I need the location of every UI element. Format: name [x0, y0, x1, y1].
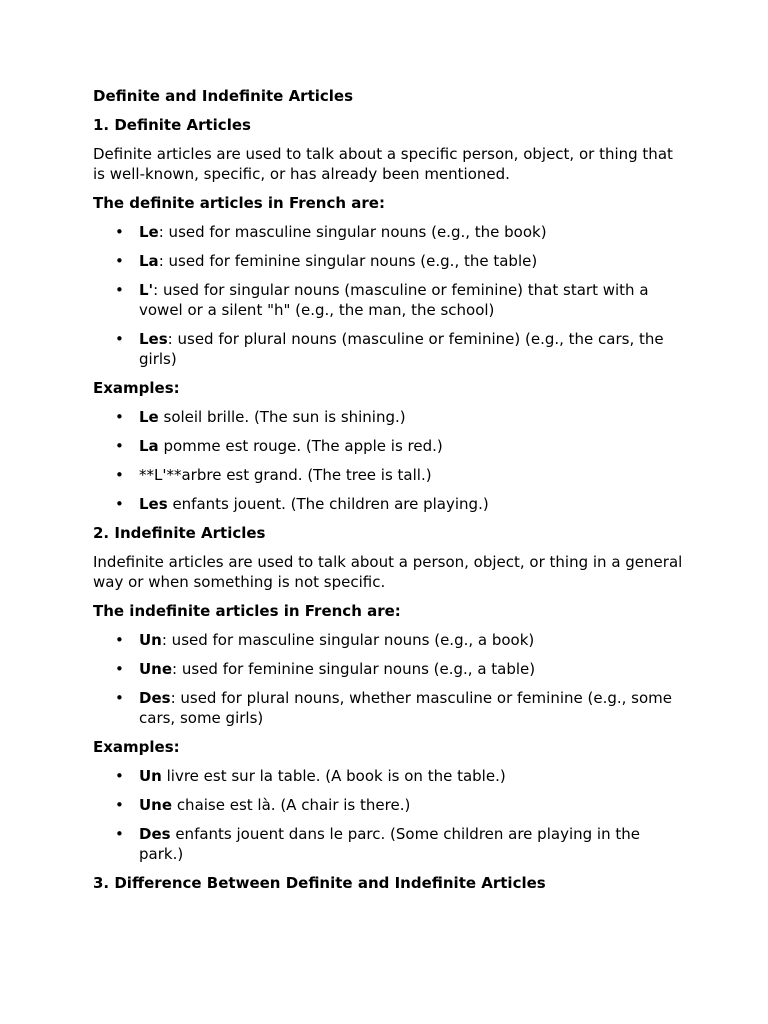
bullet-icon: • [115, 825, 124, 843]
bullet-icon: • [115, 437, 124, 455]
section-heading: 1. Definite Articles [93, 116, 251, 134]
bullet-icon: • [115, 796, 124, 814]
document-title: Definite and Indefinite Articles [93, 87, 354, 105]
list-item [93, 251, 683, 271]
section-heading: 2. Indefinite Articles [93, 524, 266, 542]
article-description: : used for feminine singular nouns (e.g., a table) [172, 660, 536, 678]
example-term: Les [139, 495, 168, 513]
article-term: L' [139, 281, 154, 299]
list-item [93, 494, 683, 514]
bullet-icon: • [115, 281, 124, 299]
bullet-icon: • [115, 495, 124, 513]
example-text: soleil brille. (The sun is shining.) [158, 408, 406, 426]
example-term: Le [139, 408, 159, 426]
bullet-icon: • [115, 466, 124, 484]
example-text: enfants jouent. (The children are playing.) [167, 495, 489, 513]
article-term: Les [139, 330, 168, 348]
section-intro: Indefinite articles are used to talk about a person, object, or thing in a general way or when something is not specific. [93, 553, 683, 591]
examples-heading: Examples: [93, 379, 180, 397]
bullet-icon: • [115, 223, 124, 241]
list-item [93, 688, 683, 728]
example-text: **L'**arbre est grand. (The tree is tall.) [139, 466, 432, 484]
list-item [93, 436, 683, 456]
article-term: Le [139, 223, 159, 241]
examples-list [93, 407, 683, 514]
article-description: : used for plural nouns, whether masculine or feminine (e.g., some cars, some girls) [139, 689, 673, 727]
example-text: livre est sur la table. (A book is on the table.) [161, 767, 506, 785]
section-intro: Definite articles are used to talk about a specific person, object, or thing that is well-known, specific, or has already been mentioned. [93, 145, 673, 183]
section-indefinite-articles [93, 523, 683, 864]
examples-list [93, 766, 683, 864]
articles-list [93, 630, 683, 728]
bullet-icon: • [115, 252, 124, 270]
list-item [93, 280, 683, 320]
example-text: chaise est là. (A chair is there.) [172, 796, 411, 814]
list-item [93, 465, 683, 485]
list-item [93, 407, 683, 427]
example-term: La [139, 437, 159, 455]
list-item [93, 659, 683, 679]
article-term: Une [139, 660, 173, 678]
list-item [93, 766, 683, 786]
article-description: : used for feminine singular nouns (e.g., the table) [158, 252, 538, 270]
bullet-icon: • [115, 660, 124, 678]
bullet-icon: • [115, 330, 124, 348]
list-item [93, 222, 683, 242]
list-item [93, 329, 683, 369]
examples-heading: Examples: [93, 738, 180, 756]
articles-list-heading: The definite articles in French are: [93, 194, 385, 212]
section-definite-articles [93, 115, 683, 514]
bullet-icon: • [115, 408, 124, 426]
article-description: : used for masculine singular nouns (e.g., a book) [161, 631, 535, 649]
document-page [93, 86, 683, 902]
article-description: : used for singular nouns (masculine or feminine) that start with a vowel or a silent "h" (e.g., the man, the school) [139, 281, 649, 319]
example-term: Un [139, 767, 162, 785]
bullet-icon: • [115, 689, 124, 707]
article-description: : used for masculine singular nouns (e.g., the book) [158, 223, 547, 241]
list-item [93, 824, 683, 864]
example-term: Des [139, 825, 171, 843]
example-term: Une [139, 796, 173, 814]
section-heading-difference: 3. Difference Between Definite and Indefinite Articles [93, 874, 546, 892]
list-item [93, 795, 683, 815]
example-text: pomme est rouge. (The apple is red.) [158, 437, 443, 455]
list-item [93, 630, 683, 650]
example-text: enfants jouent dans le parc. (Some children are playing in the park.) [139, 825, 640, 863]
bullet-icon: • [115, 631, 124, 649]
article-description: : used for plural nouns (masculine or feminine) (e.g., the cars, the girls) [139, 330, 664, 368]
article-term: Des [139, 689, 171, 707]
articles-list [93, 222, 683, 369]
bullet-icon: • [115, 767, 124, 785]
article-term: Un [139, 631, 162, 649]
articles-list-heading: The indefinite articles in French are: [93, 602, 401, 620]
article-term: La [139, 252, 159, 270]
